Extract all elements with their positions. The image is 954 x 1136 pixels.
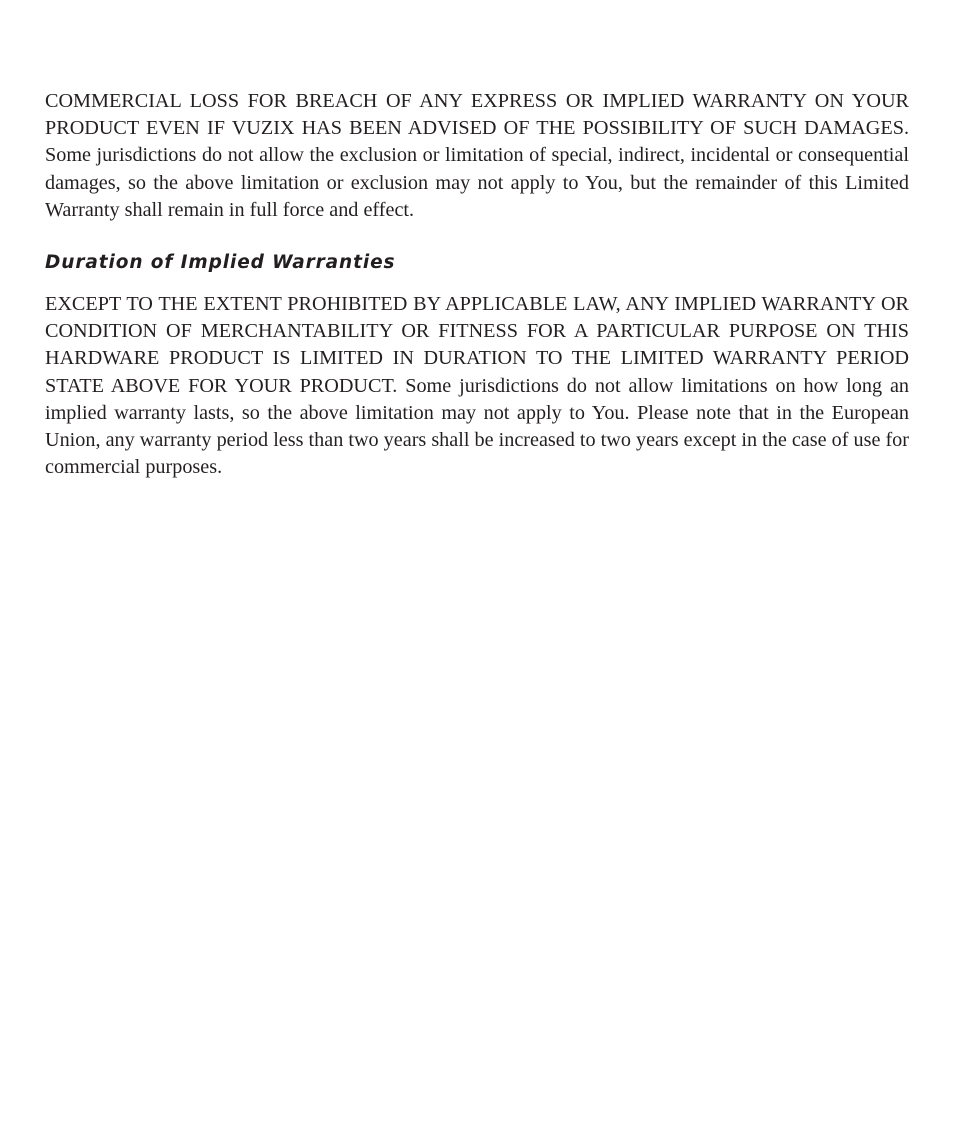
paragraph-implied-warranty-duration: EXCEPT TO THE EXTENT PROHIBITED BY APPLICABLE LAW, ANY IMPLIED WARRANTY OR CONDITION OF MERCHANTABILITY OR FITNESS FOR A PARTICULAR PURPOSE ON THIS HARDWARE PRODUCT IS LIMITED IN DURATION TO THE LIMITED WARRANTY PERIOD STATE ABOVE FOR YOUR PRODUCT. Some jurisdictions do not allow limitations on how long an implied warranty lasts, so the above limitation may not apply to You. Please note that in the European Union, any warranty period less than two years shall be increased to two years except in the case of use for commercial purposes. bbox=[45, 293, 909, 479]
section-heading-duration-of-implied-warranties: Duration of Implied Warranties bbox=[45, 252, 396, 274]
paragraph-limitation-of-damages: COMMERCIAL LOSS FOR BREACH OF ANY EXPRESS OR IMPLIED WARRANTY ON YOUR PRODUCT EVEN IF VUZIX HAS BEEN ADVISED OF THE POSSIBILITY OF SUCH DAMAGES. Some jurisdictions do not allow the exclusion or limitation of special, indirect, incidental or consequential damages, so the above limitation or exclusion may not apply to You, but the remainder of this Limited Warranty shall remain in full force and effect. bbox=[45, 90, 909, 221]
document-page bbox=[45, 88, 909, 481]
